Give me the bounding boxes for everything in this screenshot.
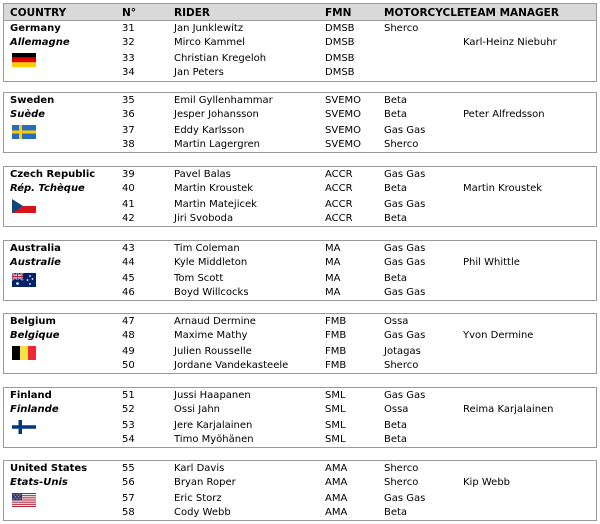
rider-fmn: FMB (325, 346, 347, 357)
rider-motorcycle: Beta (384, 183, 408, 194)
rider-motorcycle: Sherco (384, 23, 419, 34)
rider-fmn: MA (325, 243, 341, 254)
rider-number: 52 (122, 404, 135, 415)
finland-flag (12, 419, 36, 433)
rider-number: 43 (122, 243, 135, 254)
rider-number: 34 (122, 67, 135, 78)
country-name-french: Suède (10, 109, 46, 120)
rider-motorcycle: Gas Gas (384, 243, 426, 254)
team-manager-name: Martin Kroustek (463, 183, 543, 194)
rider-number: 54 (122, 434, 135, 445)
rider-number: 37 (122, 125, 135, 136)
rider-fmn: ACCR (325, 169, 353, 180)
rider-name: Maxime Mathy (174, 330, 248, 341)
rider-motorcycle: Beta (384, 420, 408, 431)
team-manager-name: Karl-Heinz Niebuhr (463, 37, 557, 48)
czech-flag (12, 198, 36, 212)
rider-number: 44 (122, 257, 135, 268)
rider-fmn: AMA (325, 463, 348, 474)
rider-fmn: DMSB (325, 37, 355, 48)
rider-name: Christian Kregeloh (174, 53, 267, 64)
header-motorcycle: MOTORCYCLE (384, 7, 465, 19)
rider-number: 55 (122, 463, 135, 474)
country-name: Czech Republic (10, 169, 96, 180)
header-rider: RIDER (174, 7, 210, 19)
rider-motorcycle: Beta (384, 109, 408, 120)
rider-motorcycle: Beta (384, 273, 408, 284)
header-fmn: FMN (325, 7, 352, 19)
rider-fmn: FMB (325, 316, 347, 327)
rider-fmn: ACCR (325, 213, 353, 224)
rider-number: 45 (122, 273, 135, 284)
team-block (3, 21, 597, 82)
rider-name: Jere Karjalainen (174, 420, 253, 431)
rider-number: 50 (122, 360, 135, 371)
rider-fmn: SVEMO (325, 139, 362, 150)
rider-name: Martin Lagergren (174, 139, 260, 150)
rider-motorcycle: Gas Gas (384, 493, 426, 504)
rider-fmn: AMA (325, 507, 348, 518)
rider-name: Martin Matejicek (174, 199, 257, 210)
rider-fmn: DMSB (325, 23, 355, 34)
rider-motorcycle: Gas Gas (384, 330, 426, 341)
rider-name: Martin Kroustek (174, 183, 254, 194)
rider-fmn: SML (325, 404, 346, 415)
rider-name: Jiri Svoboda (174, 213, 234, 224)
rider-name: Emil Gyllenhammar (174, 95, 273, 106)
country-name: Belgium (10, 316, 56, 327)
rider-fmn: DMSB (325, 67, 355, 78)
rider-fmn: SVEMO (325, 95, 362, 106)
rider-number: 39 (122, 169, 135, 180)
rider-fmn: ACCR (325, 199, 353, 210)
rider-motorcycle: Gas Gas (384, 257, 426, 268)
rider-number: 47 (122, 316, 135, 327)
team-block (3, 387, 597, 448)
rider-number: 35 (122, 95, 135, 106)
rider-name: Mirco Kammel (174, 37, 246, 48)
rider-motorcycle: Gas Gas (384, 390, 426, 401)
rider-motorcycle: Beta (384, 507, 408, 518)
rider-number: 33 (122, 53, 135, 64)
country-name-french: Allemagne (10, 37, 70, 48)
rider-name: Timo Myöhänen (174, 434, 254, 445)
rider-motorcycle: Gas Gas (384, 287, 426, 298)
team-manager-name: Kip Webb (463, 477, 511, 488)
team-block (3, 166, 597, 227)
rider-fmn: DMSB (325, 53, 355, 64)
australia-flag (12, 272, 36, 286)
country-name: United States (10, 463, 88, 474)
rider-motorcycle: Sherco (384, 477, 419, 488)
team-block (3, 92, 597, 153)
rider-motorcycle: Sherco (384, 463, 419, 474)
belgium-flag (12, 345, 36, 359)
team-manager-name: Yvon Dermine (463, 330, 534, 341)
rider-number: 48 (122, 330, 135, 341)
rider-name: Eddy Karlsson (174, 125, 245, 136)
rider-fmn: MA (325, 273, 341, 284)
rider-number: 53 (122, 420, 135, 431)
rider-name: Ossi Jahn (174, 404, 221, 415)
rider-motorcycle: Sherco (384, 360, 419, 371)
country-name-french: Etats-Unis (10, 477, 68, 488)
rider-number: 31 (122, 23, 135, 34)
rider-number: 51 (122, 390, 135, 401)
rider-number: 46 (122, 287, 135, 298)
rider-fmn: SML (325, 420, 346, 431)
team-block (3, 313, 597, 374)
rider-number: 36 (122, 109, 135, 120)
country-name: Germany (10, 23, 61, 34)
rider-name: Tom Scott (174, 273, 224, 284)
rider-motorcycle: Jotagas (384, 346, 421, 357)
rider-name: Jan Junklewitz (174, 23, 244, 34)
rider-number: 40 (122, 183, 135, 194)
rider-motorcycle: Beta (384, 434, 408, 445)
team-block (3, 460, 597, 521)
rider-fmn: MA (325, 257, 341, 268)
usa-flag (12, 492, 36, 506)
rider-motorcycle: Ossa (384, 316, 409, 327)
rider-name: Pavel Balas (174, 169, 231, 180)
header-team-manager: TEAM MANAGER (463, 7, 559, 19)
team-manager-name: Phil Whittle (463, 257, 520, 268)
country-name: Finland (10, 390, 52, 401)
rider-number: 57 (122, 493, 135, 504)
germany-flag (12, 52, 36, 66)
rider-fmn: SVEMO (325, 125, 362, 136)
header-number: N° (122, 7, 137, 19)
team-manager-name: Peter Alfredsson (463, 109, 545, 120)
country-name-french: Rép. Tchèque (10, 183, 85, 194)
rider-fmn: SML (325, 390, 346, 401)
rider-motorcycle: Beta (384, 213, 408, 224)
rider-number: 32 (122, 37, 135, 48)
rider-number: 56 (122, 477, 135, 488)
rider-name: Bryan Roper (174, 477, 236, 488)
rider-name: Jussi Haapanen (174, 390, 251, 401)
rider-name: Eric Storz (174, 493, 222, 504)
team-manager-name: Reima Karjalainen (463, 404, 554, 415)
rider-number: 42 (122, 213, 135, 224)
rider-number: 49 (122, 346, 135, 357)
rider-motorcycle: Gas Gas (384, 169, 426, 180)
country-name-french: Belgique (10, 330, 60, 341)
header-country: COUNTRY (10, 7, 67, 19)
rider-fmn: MA (325, 287, 341, 298)
rider-number: 38 (122, 139, 135, 150)
rider-name: Kyle Middleton (174, 257, 248, 268)
rider-name: Jan Peters (174, 67, 224, 78)
rider-fmn: AMA (325, 477, 348, 488)
rider-name: Arnaud Dermine (174, 316, 256, 327)
rider-number: 41 (122, 199, 135, 210)
team-block (3, 240, 597, 301)
rider-motorcycle: Sherco (384, 139, 419, 150)
rider-name: Karl Davis (174, 463, 225, 474)
rider-fmn: ACCR (325, 183, 353, 194)
country-name-french: Australie (10, 257, 61, 268)
rider-fmn: SML (325, 434, 346, 445)
rider-motorcycle: Gas Gas (384, 199, 426, 210)
sweden-flag (12, 124, 36, 138)
rider-motorcycle: Ossa (384, 404, 409, 415)
country-name-french: Finlande (10, 404, 59, 415)
rider-fmn: AMA (325, 493, 348, 504)
rider-fmn: FMB (325, 360, 347, 371)
rider-fmn: FMB (325, 330, 347, 341)
table-header (3, 3, 597, 21)
rider-motorcycle: Gas Gas (384, 125, 426, 136)
country-name: Sweden (10, 95, 55, 106)
rider-name: Jordane Vandekasteele (174, 360, 289, 371)
rider-name: Jesper Johansson (174, 109, 259, 120)
rider-motorcycle: Beta (384, 95, 408, 106)
rider-fmn: SVEMO (325, 109, 362, 120)
country-name: Australia (10, 243, 61, 254)
rider-name: Cody Webb (174, 507, 231, 518)
rider-name: Boyd Willcocks (174, 287, 249, 298)
rider-name: Tim Coleman (174, 243, 240, 254)
rider-number: 58 (122, 507, 135, 518)
rider-name: Julien Rousselle (174, 346, 252, 357)
